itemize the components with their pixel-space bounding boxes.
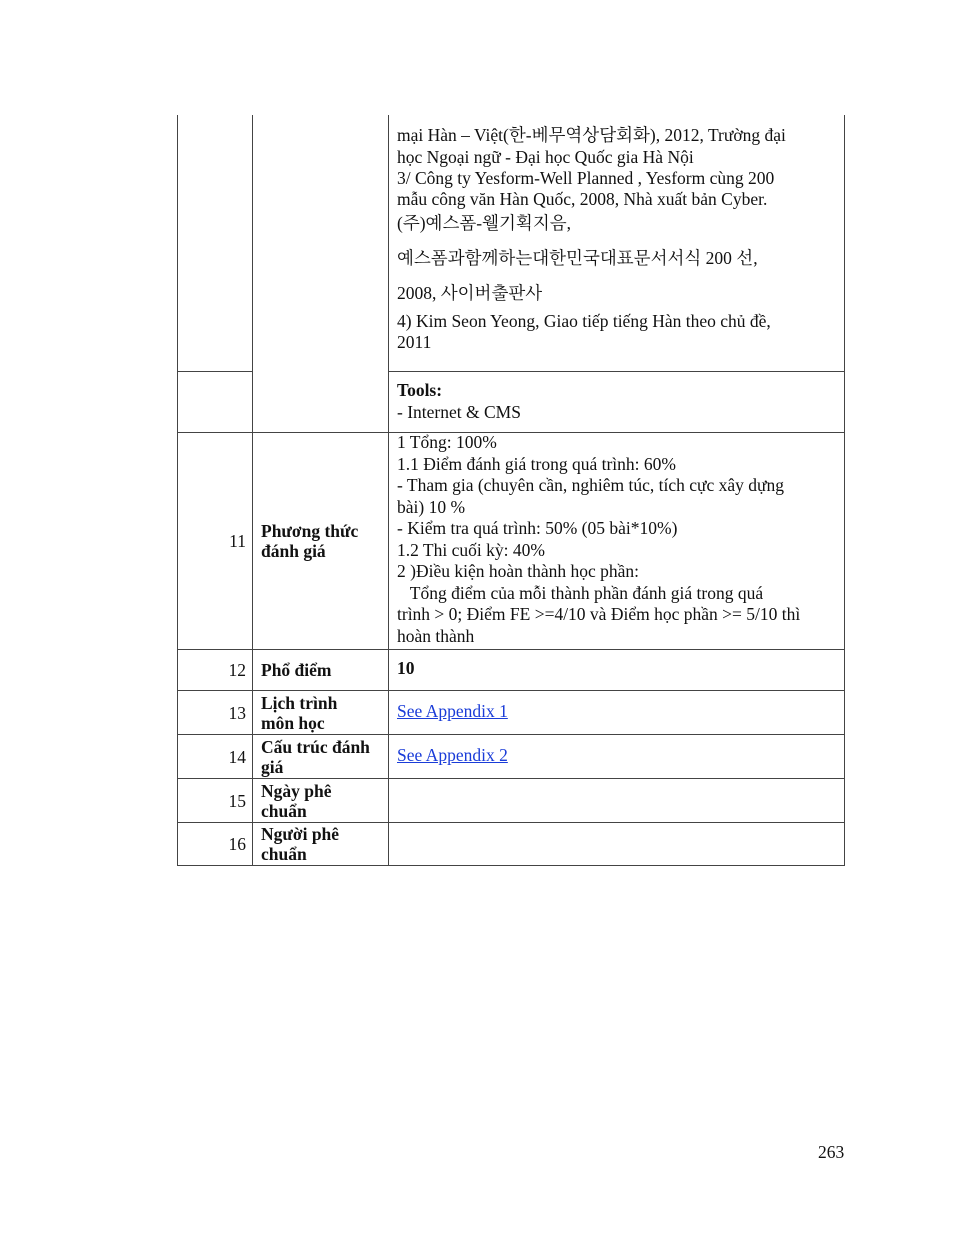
appendix-link[interactable]: See Appendix 1 xyxy=(397,701,508,721)
row-number-cell xyxy=(177,734,253,779)
assessment-line: bài) 10 % xyxy=(397,496,466,517)
row-content-cell xyxy=(388,432,845,650)
reference-line: mại Hàn – Việt(한-베무역상담회화), 2012, Trường đại xyxy=(397,125,786,145)
row-number: 13 xyxy=(228,702,246,723)
references-cell xyxy=(388,115,845,372)
row-number: 12 xyxy=(228,660,246,680)
cell-num-tools xyxy=(177,371,253,433)
assessment-line: - Kiểm tra quá trình: 50% (05 bài*10%) xyxy=(397,518,678,538)
reference-line: 3/ Công ty Yesform-Well Planned , Yesform cùng 200 xyxy=(397,168,775,188)
references-text xyxy=(397,120,837,360)
row-label-cell xyxy=(252,690,389,735)
assessment-line: 1 Tổng: 100% xyxy=(397,432,497,452)
assessment-line: - Tham gia (chuyên cần, nghiêm túc, tích cực xây dựng xyxy=(397,475,784,495)
row-content-cell xyxy=(388,822,845,866)
reference-line: (주)예스폼-웰기획지음, xyxy=(397,213,572,233)
row-label: Phương thức đánh giá xyxy=(261,521,359,561)
reference-line: 2011 xyxy=(397,332,432,352)
row-content-cell xyxy=(388,778,845,823)
row-number-cell xyxy=(177,690,253,735)
row-number-cell xyxy=(177,778,253,823)
cell-num-cont xyxy=(177,115,253,372)
row-label-cell xyxy=(252,734,389,779)
score-scale-value: 10 xyxy=(397,658,415,678)
assessment-line: Tổng điểm của mỗi thành phần đánh giá trong quá xyxy=(397,582,764,603)
reference-line: 2008, 사이버출판사 xyxy=(397,283,543,303)
tools-item: - Internet & CMS xyxy=(397,401,521,422)
assessment-line: 2 )Điều kiện hoàn thành học phần: xyxy=(397,561,640,581)
reference-line: 4) Kim Seon Yeong, Giao tiếp tiếng Hàn theo chủ đề, xyxy=(397,311,771,331)
row-label: Ngày phê chuẩn xyxy=(261,780,332,821)
assessment-line: hoàn thành xyxy=(397,625,475,646)
row-number: 14 xyxy=(228,746,246,767)
row-number: 16 xyxy=(228,834,246,854)
row-label-cell xyxy=(252,649,389,691)
page-number: 263 xyxy=(818,1142,845,1162)
row-number: 15 xyxy=(228,790,246,811)
row-label-cell xyxy=(252,432,389,650)
reference-line: học Ngoại ngữ - Đại học Quốc gia Hà Nội xyxy=(397,147,694,167)
tools-heading: Tools: xyxy=(397,380,443,400)
tools-cell xyxy=(388,371,845,433)
row-number: 11 xyxy=(229,531,246,551)
appendix-link[interactable]: See Appendix 2 xyxy=(397,745,508,765)
row-label: Người phê chuẩn xyxy=(261,824,340,864)
row-content-cell xyxy=(388,649,845,691)
row-label: Phổ điểm xyxy=(261,660,332,680)
row-label: Lịch trình môn học xyxy=(261,692,338,733)
row-number-cell xyxy=(177,649,253,691)
row-number-cell xyxy=(177,822,253,866)
assessment-line: 1.1 Điểm đánh giá trong quá trình: 60% xyxy=(397,453,676,474)
row-content-cell xyxy=(388,734,845,779)
assessment-line: trình > 0; Điểm FE >=4/10 và Điểm học phần >= 5/10 thì xyxy=(397,604,801,624)
row-label: Cấu trúc đánh giá xyxy=(261,736,370,777)
reference-line: 예스폼과함께하는대한민국대표문서서식 200 선, xyxy=(397,248,758,268)
row-label-cell xyxy=(252,822,389,866)
row-label-cell xyxy=(252,778,389,823)
row-content-cell xyxy=(388,690,845,735)
assessment-line: 1.2 Thi cuối kỳ: 40% xyxy=(397,539,545,560)
cell-label-cont xyxy=(252,115,389,433)
row-number-cell xyxy=(177,432,253,650)
reference-line: mẫu công văn Hàn Quốc, 2008, Nhà xuất bản Cyber. xyxy=(397,189,768,209)
